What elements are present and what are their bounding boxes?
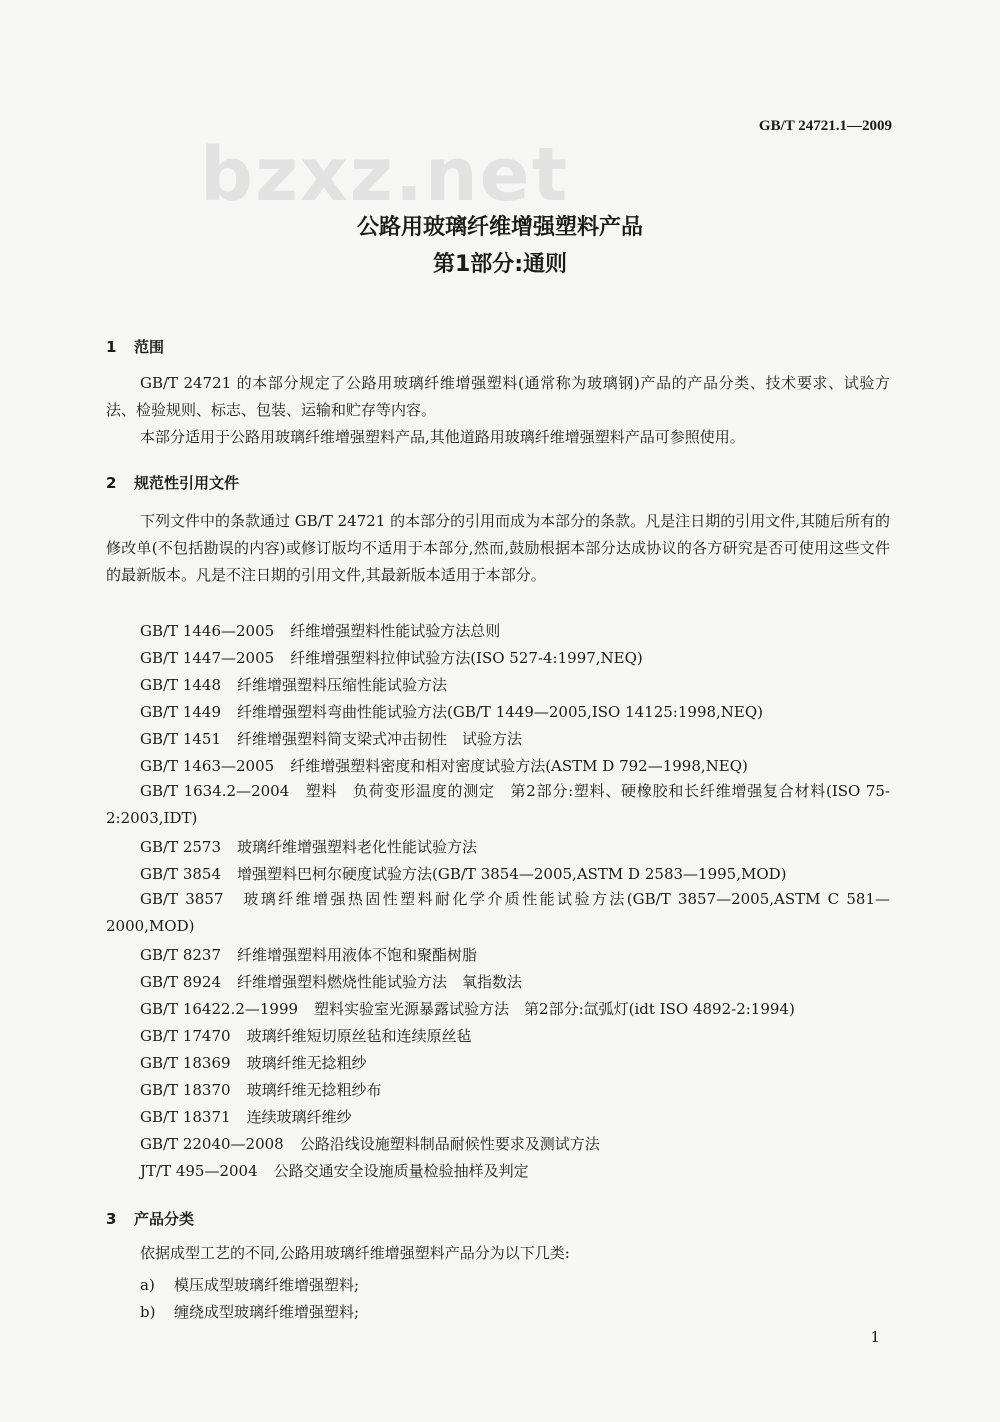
reference-code: GB/T 1446—2005 — [140, 622, 275, 640]
reference-title: 玻璃纤维增强热固性塑料耐化学介质性能试验方法(GB/T 3857—2005,ASTM C 581—2000,MOD) — [106, 890, 890, 935]
section-heading-product-classification — [106, 1208, 194, 1229]
reference-title: 纤维增强塑料简支梁式冲击韧性 试验方法 — [237, 730, 523, 748]
section-title: 范围 — [134, 338, 165, 356]
reference-code: GB/T 18370 — [140, 1081, 231, 1099]
reference-title: 塑料 负荷变形温度的测定 第2部分:塑料、硬橡胶和长纤维增强复合材料(ISO 75-2:2003,IDT) — [106, 782, 890, 827]
section-number: 1 — [106, 338, 117, 356]
reference-title: 玻璃纤维增强塑料老化性能试验方法 — [237, 838, 478, 856]
references-intro: 下列文件中的条款通过 GB/T 24721 的本部分的引用而成为本部分的条款。凡是注日期的引用文件,其随后所有的修改单(不包括勘误的内容)或修订版均不适用于本部分,然而,鼓励根据本部分达成协议的各方研究是否可使用这些文件的最新版本。凡是不注日期的引用文件,其最新版本适用于本部分。 — [106, 512, 890, 584]
reference-title: 纤维增强塑料密度和相对密度试验方法(ASTM D 792—1998,NEQ) — [290, 757, 748, 775]
scope-paragraph-2: 本部分适用于公路用玻璃纤维增强塑料产品,其他道路用玻璃纤维增强塑料产品可参照使用。 — [140, 428, 745, 446]
section-title: 产品分类 — [134, 1210, 195, 1228]
reference-code: GB/T 1634.2—2004 — [140, 782, 290, 800]
reference-item — [140, 1106, 352, 1127]
reference-item — [140, 1079, 382, 1100]
reference-item — [140, 836, 477, 857]
reference-code: GB/T 18371 — [140, 1108, 231, 1126]
reference-item — [140, 674, 447, 695]
reference-title: 塑料实验室光源暴露试验方法 第2部分:氙弧灯(idt ISO 4892-2:1994) — [314, 1000, 795, 1018]
list-marker: b) — [140, 1303, 156, 1321]
reference-code: JT/T 495—2004 — [140, 1162, 258, 1180]
list-text: 缠绕成型玻璃纤维增强塑料; — [174, 1303, 360, 1321]
section-number: 3 — [106, 1210, 117, 1228]
reference-code: GB/T 16422.2—1999 — [140, 1000, 299, 1018]
reference-code: GB/T 1451 — [140, 730, 222, 748]
reference-title: 纤维增强塑料用液体不饱和聚酯树脂 — [237, 946, 478, 964]
reference-title: 纤维增强塑料压缩性能试验方法 — [237, 676, 448, 694]
list-text: 模压成型玻璃纤维增强塑料; — [174, 1276, 360, 1294]
reference-item — [140, 701, 763, 722]
reference-item — [106, 778, 890, 832]
reference-item — [140, 647, 643, 668]
reference-item — [140, 1025, 472, 1046]
reference-item — [140, 998, 795, 1019]
watermark: bzxz.net — [200, 132, 570, 218]
section-heading-scope — [106, 336, 164, 357]
scope-paragraph-1: GB/T 24721 的本部分规定了公路用玻璃纤维增强塑料(通常称为玻璃钢)产品的产品分类、技术要求、试验方法、检验规则、标志、包装、运输和贮存等内容。 — [106, 374, 890, 419]
reference-code: GB/T 8237 — [140, 946, 222, 964]
reference-code: GB/T 1463—2005 — [140, 757, 275, 775]
document-title: 公路用玻璃纤维增强塑料产品 — [356, 215, 643, 240]
list-marker: a) — [140, 1276, 155, 1294]
reference-code: GB/T 8924 — [140, 973, 222, 991]
document-subtitle: 第1部分:通则 — [432, 252, 568, 277]
list-item — [140, 1301, 359, 1322]
reference-code: GB/T 1447—2005 — [140, 649, 275, 667]
reference-title: 玻璃纤维无捻粗纱 — [246, 1054, 367, 1072]
reference-title: 纤维增强塑料燃烧性能试验方法 氧指数法 — [237, 973, 523, 991]
standard-code: GB/T 24721.1—2009 — [758, 118, 892, 134]
reference-title: 玻璃纤维无捻粗纱布 — [246, 1081, 382, 1099]
reference-title: 增强塑料巴柯尔硬度试验方法(GB/T 3854—2005,ASTM D 2583—1995,MOD) — [237, 865, 787, 883]
reference-title: 公路交通安全设施质量检验抽样及判定 — [273, 1162, 529, 1180]
reference-title: 纤维增强塑料弯曲性能试验方法(GB/T 1449—2005,ISO 14125:1998,NEQ) — [237, 703, 764, 721]
reference-code: GB/T 2573 — [140, 838, 222, 856]
reference-item — [140, 1052, 367, 1073]
reference-code: GB/T 3857 — [140, 890, 224, 908]
reference-title: 纤维增强塑料拉伸试验方法(ISO 527-4:1997,NEQ) — [290, 649, 643, 667]
reference-item — [140, 620, 500, 641]
reference-title: 公路沿线设施塑料制品耐候性要求及测试方法 — [299, 1135, 600, 1153]
reference-code: GB/T 22040—2008 — [140, 1135, 284, 1153]
reference-code: GB/T 1448 — [140, 676, 222, 694]
section-title: 规范性引用文件 — [134, 474, 240, 492]
reference-item — [140, 1160, 529, 1181]
reference-code: GB/T 1449 — [140, 703, 222, 721]
reference-item — [140, 944, 477, 965]
list-item — [140, 1274, 359, 1295]
reference-title: 玻璃纤维短切原丝毡和连续原丝毡 — [246, 1027, 472, 1045]
reference-item — [140, 755, 748, 776]
reference-code: GB/T 3854 — [140, 865, 222, 883]
reference-code: GB/T 17470 — [140, 1027, 231, 1045]
reference-item — [106, 886, 890, 940]
classification-intro: 依据成型工艺的不同,公路用玻璃纤维增强塑料产品分为以下几类: — [140, 1244, 570, 1262]
reference-item — [140, 728, 522, 749]
reference-title: 连续玻璃纤维纱 — [246, 1108, 352, 1126]
reference-code: GB/T 18369 — [140, 1054, 231, 1072]
section-number: 2 — [106, 474, 117, 492]
section-heading-normative-references — [106, 472, 239, 493]
reference-title: 纤维增强塑料性能试验方法总则 — [290, 622, 501, 640]
reference-item — [140, 971, 522, 992]
page-number: 1 — [870, 1328, 880, 1346]
reference-item — [140, 1133, 600, 1154]
reference-item — [140, 863, 787, 884]
